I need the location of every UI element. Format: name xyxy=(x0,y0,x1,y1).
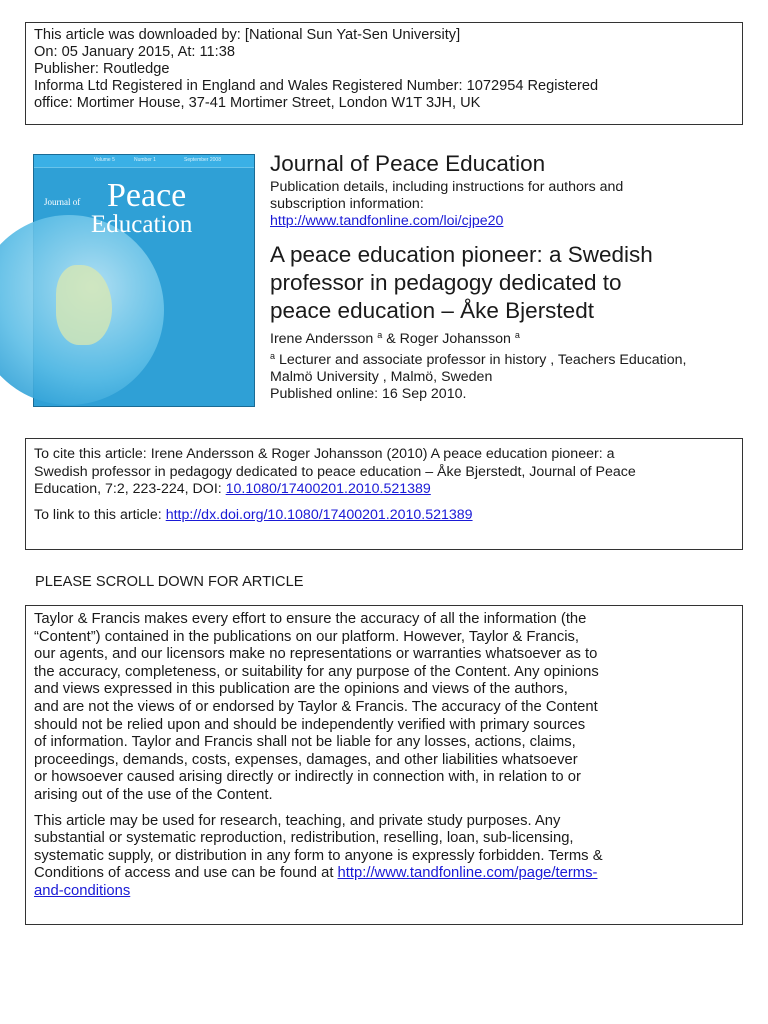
download-notice-line: Publisher: Routledge xyxy=(34,61,170,77)
affiliation-line: Lecturer and associate professor in history , Teachers Education, xyxy=(278,352,687,368)
disclaimer-line: and views expressed in this publication are the opinions and views of the authors, xyxy=(34,681,568,698)
disclaimer-box xyxy=(25,605,743,925)
affiliation-line: Malmö University , Malmö, Sweden xyxy=(270,369,493,385)
author-name: Roger Johansson xyxy=(399,331,511,347)
disclaimer-line: systematic supply, or distribution in any form to anyone is expressly forbidden. Terms & xyxy=(34,847,603,864)
doi-link[interactable]: 10.1080/17400201.2010.521389 xyxy=(225,481,431,497)
disclaimer-line: “Content”) contained in the publications on our platform. However, Taylor & Francis, xyxy=(34,628,580,645)
download-notice-line: office: Mortimer House, 37-41 Mortimer Street, London W1T 3JH, UK xyxy=(34,95,481,111)
author-name: Irene Andersson xyxy=(270,331,374,347)
disclaimer-line: our agents, and our licensors make no representations or warranties whatsoever as to xyxy=(34,646,598,663)
citation-line: Education, 7:2, 223-224, DOI: xyxy=(34,481,226,497)
disclaimer-line: substantial or systematic reproduction, redistribution, reselling, loan, sub-licensing, xyxy=(34,830,574,847)
affiliation-marker: a xyxy=(270,351,276,361)
citation-line: To cite this article: Irene Andersson & Roger Johansson (2010) A peace education pioneer: a xyxy=(34,446,615,462)
affiliation-marker: a xyxy=(377,330,383,340)
disclaimer-line: and are not the views of or endorsed by Taylor & Francis. The accuracy of the Content xyxy=(34,698,598,715)
authors-line xyxy=(270,331,520,348)
publication-details-line: Publication details, including instructions for authors and xyxy=(270,179,624,195)
cover-peace-word: Peace xyxy=(107,177,187,214)
disclaimer-line: or howsoever caused arising directly or indirectly in connection with, in relation to or xyxy=(34,769,581,786)
affiliation xyxy=(270,352,686,386)
journal-cover-image[interactable] xyxy=(33,154,255,407)
scroll-notice: PLEASE SCROLL DOWN FOR ARTICLE xyxy=(35,574,304,590)
disclaimer-line: This article may be used for research, teaching, and private study purposes. Any xyxy=(34,812,561,829)
disclaimer-line: proceedings, demands, costs, expenses, damages, and other liabilities whatsoever xyxy=(34,751,578,768)
journal-link[interactable]: http://www.tandfonline.com/loi/cjpe20 xyxy=(270,213,504,229)
citation-line: Swedish professor in pedagogy dedicated to peace education – Åke Bjerstedt, Journal of Peace xyxy=(34,463,636,480)
disclaimer-line: should not be relied upon and should be independently verified with primary sources xyxy=(34,716,586,733)
citation-box xyxy=(25,438,743,550)
cover-number: Number 1 xyxy=(134,157,156,163)
link-label: To link to this article: xyxy=(34,506,166,523)
publication-details-line: subscription information: xyxy=(270,196,424,212)
article-doi-link[interactable]: http://dx.doi.org/10.1080/17400201.2010.521389 xyxy=(165,506,473,523)
published-date: Published online: 16 Sep 2010. xyxy=(270,386,467,402)
cover-volume: Volume 5 xyxy=(94,157,115,163)
download-notice-line: This article was downloaded by: [National Sun Yat-Sen University] xyxy=(34,27,461,43)
article-title-line: A peace education pioneer: a Swedish xyxy=(270,242,653,267)
publication-details xyxy=(270,179,623,213)
disclaimer-line: of information. Taylor and Francis shall not be liable for any losses, actions, claims, xyxy=(34,734,576,751)
download-notice-box xyxy=(25,22,743,125)
terms-link-continued[interactable]: and-conditions xyxy=(34,882,131,899)
disclaimer-line: Taylor & Francis makes every effort to ensure the accuracy of all the information (the xyxy=(34,611,587,627)
journal-title: Journal of Peace Education xyxy=(270,151,546,176)
author-separator: & xyxy=(382,331,400,347)
cover-education-word: Education xyxy=(91,211,193,238)
cover-date: September 2008 xyxy=(184,157,221,163)
terms-link[interactable]: http://www.tandfonline.com/page/terms- xyxy=(337,865,598,882)
affiliation-marker: a xyxy=(514,330,520,340)
article-title-line: peace education – Åke Bjerstedt xyxy=(270,298,594,323)
article-title xyxy=(270,241,653,325)
cover-top-strip xyxy=(34,155,254,168)
disclaimer-line: the accuracy, completeness, or suitability for any purpose of the Content. Any opinions xyxy=(34,663,599,680)
article-title-line: professor in pedagogy dedicated to xyxy=(270,270,622,295)
download-notice-line: On: 05 January 2015, At: 11:38 xyxy=(34,44,235,60)
disclaimer-line: arising out of the use of the Content. xyxy=(34,786,273,803)
download-notice-line: Informa Ltd Registered in England and Wales Registered Number: 1072954 Registered xyxy=(34,78,599,94)
cover-journal-of: Journal of xyxy=(44,197,81,207)
disclaimer-line: Conditions of access and use can be found at xyxy=(34,865,338,882)
